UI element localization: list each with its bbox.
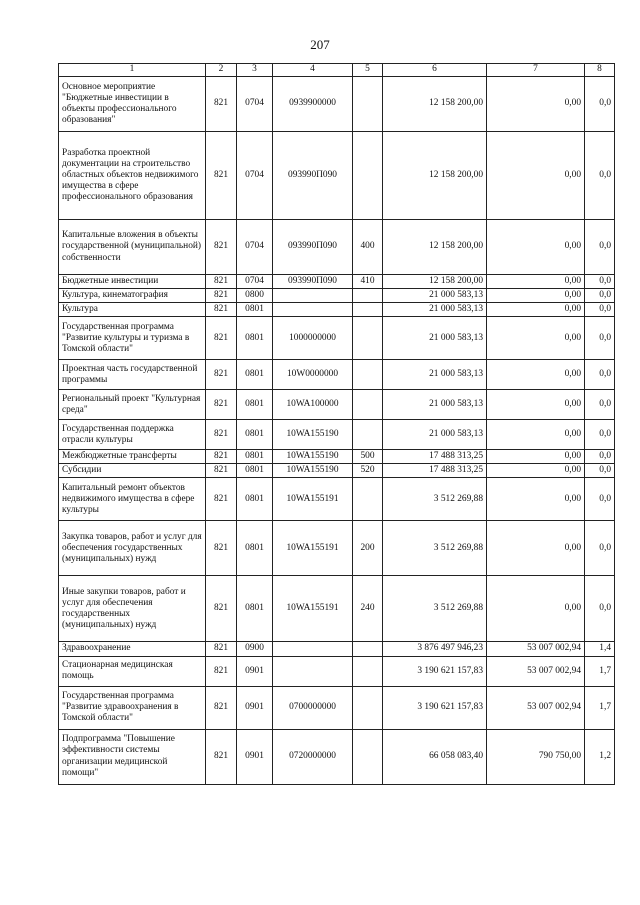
row-name: Капитальный ремонт объектов недвижимого имущества в сфере культуры <box>59 478 206 521</box>
row-csr: 10WA100000 <box>273 390 353 420</box>
row-pct: 0,0 <box>585 478 615 521</box>
row-rz: 0801 <box>237 303 273 317</box>
row-csr: 0700000000 <box>273 686 353 729</box>
row-pct: 0,0 <box>585 450 615 464</box>
col-header-ved: 2 <box>206 64 237 77</box>
row-vr: 520 <box>353 464 383 478</box>
row-pct: 0,0 <box>585 360 615 390</box>
row-fact: 0,00 <box>487 478 585 521</box>
table-row <box>59 275 615 289</box>
row-ved: 821 <box>206 464 237 478</box>
row-fact: 0,00 <box>487 450 585 464</box>
row-plan: 3 512 269,88 <box>383 478 487 521</box>
row-fact: 53 007 002,94 <box>487 642 585 656</box>
row-vr <box>353 132 383 220</box>
row-vr: 200 <box>353 521 383 576</box>
table-row <box>59 450 615 464</box>
row-plan: 17 488 313,25 <box>383 464 487 478</box>
row-pct: 1,7 <box>585 656 615 686</box>
row-name: Межбюджетные трансферты <box>59 450 206 464</box>
row-fact: 0,00 <box>487 390 585 420</box>
row-name: Государственная программа "Развитие культуры и туризма в Томской области" <box>59 317 206 360</box>
row-ved: 821 <box>206 303 237 317</box>
row-name: Стационарная медицинская помощь <box>59 656 206 686</box>
row-vr <box>353 317 383 360</box>
row-rz: 0704 <box>237 220 273 275</box>
row-csr: 10WA155190 <box>273 464 353 478</box>
row-rz: 0801 <box>237 360 273 390</box>
row-pct: 1,7 <box>585 686 615 729</box>
row-csr: 093990П090 <box>273 132 353 220</box>
row-csr: 10WA155191 <box>273 521 353 576</box>
row-pct: 1,4 <box>585 642 615 656</box>
table-row <box>59 360 615 390</box>
row-ved: 821 <box>206 220 237 275</box>
table-row <box>59 686 615 729</box>
row-ved: 821 <box>206 289 237 303</box>
row-plan: 21 000 583,13 <box>383 420 487 450</box>
row-fact: 0,00 <box>487 275 585 289</box>
row-csr <box>273 656 353 686</box>
row-plan: 21 000 583,13 <box>383 390 487 420</box>
row-csr <box>273 289 353 303</box>
row-pct: 0,0 <box>585 390 615 420</box>
row-fact: 0,00 <box>487 317 585 360</box>
row-rz: 0801 <box>237 521 273 576</box>
row-rz: 0801 <box>237 464 273 478</box>
row-vr <box>353 420 383 450</box>
row-vr <box>353 642 383 656</box>
row-csr: 10WA155191 <box>273 478 353 521</box>
row-pct: 0,0 <box>585 275 615 289</box>
row-fact: 53 007 002,94 <box>487 686 585 729</box>
row-rz: 0901 <box>237 656 273 686</box>
header-row <box>59 64 615 77</box>
col-header-pct: 8 <box>585 64 615 77</box>
table-row <box>59 478 615 521</box>
row-plan: 3 190 621 157,83 <box>383 656 487 686</box>
row-plan: 21 000 583,13 <box>383 317 487 360</box>
row-fact: 53 007 002,94 <box>487 656 585 686</box>
row-csr: 093990П090 <box>273 220 353 275</box>
row-vr <box>353 303 383 317</box>
row-csr: 0720000000 <box>273 729 353 784</box>
row-pct: 0,0 <box>585 220 615 275</box>
row-name: Проектная часть государственной программы <box>59 360 206 390</box>
row-plan: 12 158 200,00 <box>383 132 487 220</box>
row-ved: 821 <box>206 360 237 390</box>
row-rz: 0801 <box>237 390 273 420</box>
row-ved: 821 <box>206 317 237 360</box>
row-vr: 240 <box>353 576 383 642</box>
row-plan: 66 058 083,40 <box>383 729 487 784</box>
row-rz: 0801 <box>237 317 273 360</box>
row-pct: 0,0 <box>585 317 615 360</box>
row-vr <box>353 686 383 729</box>
table-row <box>59 642 615 656</box>
row-csr: 093990П090 <box>273 275 353 289</box>
row-ved: 821 <box>206 390 237 420</box>
row-rz: 0801 <box>237 478 273 521</box>
col-header-rz: 3 <box>237 64 273 77</box>
row-rz: 0901 <box>237 729 273 784</box>
row-ved: 821 <box>206 478 237 521</box>
row-ved: 821 <box>206 275 237 289</box>
row-pct: 0,0 <box>585 420 615 450</box>
row-pct: 0,0 <box>585 303 615 317</box>
row-rz: 0900 <box>237 642 273 656</box>
row-vr <box>353 390 383 420</box>
col-header-fact: 7 <box>487 64 585 77</box>
table-row <box>59 420 615 450</box>
row-fact: 0,00 <box>487 220 585 275</box>
table-row <box>59 576 615 642</box>
row-name: Культура, кинематография <box>59 289 206 303</box>
row-name: Бюджетные инвестиции <box>59 275 206 289</box>
row-plan: 21 000 583,13 <box>383 360 487 390</box>
row-ved: 821 <box>206 132 237 220</box>
row-rz: 0801 <box>237 576 273 642</box>
row-plan: 3 512 269,88 <box>383 576 487 642</box>
table-row <box>59 220 615 275</box>
row-vr <box>353 729 383 784</box>
row-pct: 0,0 <box>585 77 615 132</box>
row-vr <box>353 478 383 521</box>
row-csr: 1000000000 <box>273 317 353 360</box>
table-row <box>59 521 615 576</box>
row-name: Государственная поддержка отрасли культуры <box>59 420 206 450</box>
row-name: Основное мероприятие "Бюджетные инвестиции в объекты профессионального образования" <box>59 77 206 132</box>
row-name: Капитальные вложения в объекты государственной (муниципальной) собственности <box>59 220 206 275</box>
row-vr <box>353 656 383 686</box>
row-ved: 821 <box>206 656 237 686</box>
row-rz: 0801 <box>237 420 273 450</box>
row-ved: 821 <box>206 450 237 464</box>
row-ved: 821 <box>206 729 237 784</box>
table-row <box>59 390 615 420</box>
row-vr <box>353 360 383 390</box>
budget-table <box>58 63 615 785</box>
row-name: Региональный проект "Культурная среда" <box>59 390 206 420</box>
row-csr <box>273 642 353 656</box>
table-row <box>59 656 615 686</box>
row-ved: 821 <box>206 420 237 450</box>
row-fact: 0,00 <box>487 464 585 478</box>
row-plan: 17 488 313,25 <box>383 450 487 464</box>
row-csr: 10W0000000 <box>273 360 353 390</box>
row-fact: 0,00 <box>487 360 585 390</box>
row-vr <box>353 289 383 303</box>
row-csr <box>273 303 353 317</box>
row-rz: 0801 <box>237 450 273 464</box>
table-row <box>59 317 615 360</box>
row-vr <box>353 77 383 132</box>
row-name: Субсидии <box>59 464 206 478</box>
row-name: Культура <box>59 303 206 317</box>
row-csr: 0939900000 <box>273 77 353 132</box>
row-rz: 0901 <box>237 686 273 729</box>
col-header-csr: 4 <box>273 64 353 77</box>
row-fact: 0,00 <box>487 303 585 317</box>
row-vr: 400 <box>353 220 383 275</box>
row-fact: 0,00 <box>487 521 585 576</box>
table-row <box>59 289 615 303</box>
row-name: Подпрограмма "Повышение эффективности системы организации медицинской помощи" <box>59 729 206 784</box>
row-rz: 0704 <box>237 132 273 220</box>
row-plan: 12 158 200,00 <box>383 275 487 289</box>
row-ved: 821 <box>206 642 237 656</box>
row-fact: 0,00 <box>487 576 585 642</box>
row-name: Государственная программа "Развитие здравоохранения в Томской области" <box>59 686 206 729</box>
row-name: Закупка товаров, работ и услуг для обеспечения государственных (муниципальных) нужд <box>59 521 206 576</box>
row-plan: 12 158 200,00 <box>383 220 487 275</box>
row-vr: 410 <box>353 275 383 289</box>
row-name: Разработка проектной документации на строительство областных объектов недвижимого имущества в сфере профессионального образования <box>59 132 206 220</box>
col-header-vr: 5 <box>353 64 383 77</box>
row-fact: 0,00 <box>487 420 585 450</box>
row-rz: 0704 <box>237 77 273 132</box>
row-csr: 10WA155190 <box>273 420 353 450</box>
row-ved: 821 <box>206 521 237 576</box>
row-fact: 0,00 <box>487 77 585 132</box>
row-pct: 0,0 <box>585 464 615 478</box>
table-row <box>59 77 615 132</box>
row-name: Здравоохранение <box>59 642 206 656</box>
row-name: Иные закупки товаров, работ и услуг для обеспечения государственных (муниципальных) нужд <box>59 576 206 642</box>
row-pct: 1,2 <box>585 729 615 784</box>
row-fact: 0,00 <box>487 132 585 220</box>
table-row <box>59 464 615 478</box>
row-plan: 21 000 583,13 <box>383 289 487 303</box>
row-rz: 0800 <box>237 289 273 303</box>
row-csr: 10WA155191 <box>273 576 353 642</box>
table-row <box>59 132 615 220</box>
table-row <box>59 303 615 317</box>
row-plan: 3 512 269,88 <box>383 521 487 576</box>
row-csr: 10WA155190 <box>273 450 353 464</box>
row-pct: 0,0 <box>585 132 615 220</box>
row-ved: 821 <box>206 686 237 729</box>
row-pct: 0,0 <box>585 576 615 642</box>
row-ved: 821 <box>206 576 237 642</box>
row-vr: 500 <box>353 450 383 464</box>
row-plan: 21 000 583,13 <box>383 303 487 317</box>
page-number: 207 <box>310 37 330 52</box>
row-fact: 0,00 <box>487 289 585 303</box>
row-plan: 3 876 497 946,23 <box>383 642 487 656</box>
col-header-plan: 6 <box>383 64 487 77</box>
row-fact: 790 750,00 <box>487 729 585 784</box>
table-row <box>59 729 615 784</box>
col-header-name: 1 <box>59 64 206 77</box>
row-rz: 0704 <box>237 275 273 289</box>
row-pct: 0,0 <box>585 521 615 576</box>
row-ved: 821 <box>206 77 237 132</box>
row-plan: 3 190 621 157,83 <box>383 686 487 729</box>
row-pct: 0,0 <box>585 289 615 303</box>
row-plan: 12 158 200,00 <box>383 77 487 132</box>
